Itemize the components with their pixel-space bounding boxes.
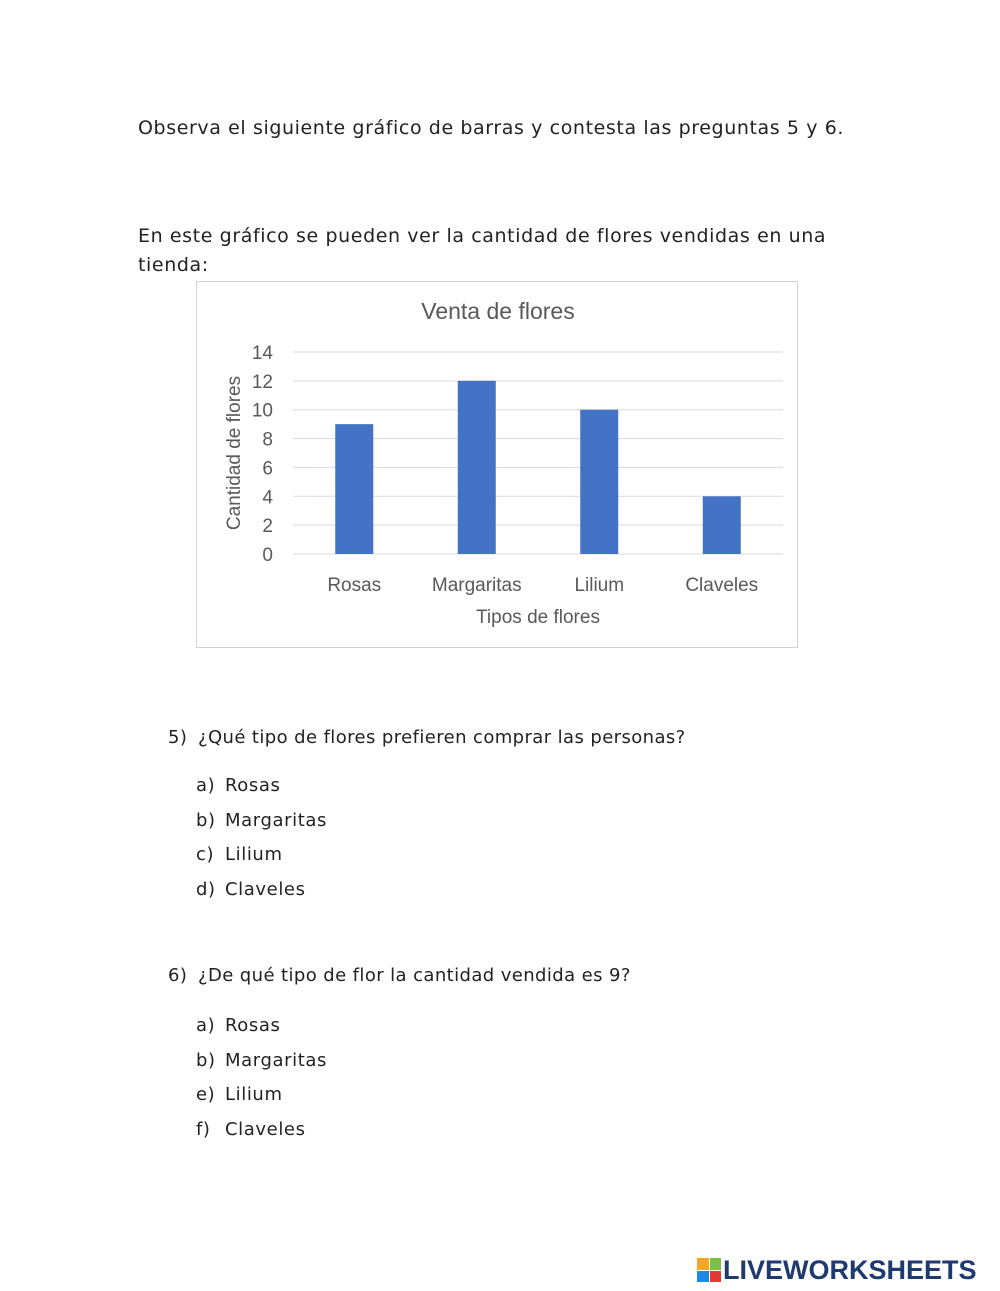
option-letter: a) [196,1015,216,1036]
y-tick-label: 14 [251,343,273,364]
bar-rosas [335,424,373,554]
x-tick-label: Rosas [327,575,382,596]
y-tick-label: 6 [262,458,273,480]
bar-lilium [580,410,618,554]
q6-option-f[interactable] [196,1113,327,1148]
option-letter: b) [196,809,216,831]
option-text: Margaritas [225,1049,327,1071]
y-tick-label: 8 [262,429,273,451]
option-text: Lilium [225,1084,283,1105]
y-tick-label: 10 [251,400,273,422]
x-tick-label: Claveles [685,575,759,596]
intro-text: Observa el siguiente gráfico de barras y contesta las preguntas 5 y 6. [138,117,845,139]
question-6-number: 6) [168,965,188,986]
y-tick-label: 4 [262,487,273,509]
q5-option-d[interactable] [196,873,327,908]
q5-option-c[interactable] [196,838,327,873]
bar-chart [196,281,798,648]
option-text: Claveles [225,878,306,900]
bar-chart-svg [197,282,799,649]
question-5 [168,727,686,748]
option-letter: b) [196,1049,216,1071]
x-tick-label: Margaritas [431,575,522,596]
q6-option-b[interactable] [196,1044,327,1079]
option-text: Rosas [225,1015,281,1036]
liveworksheets-brand[interactable] [697,1255,977,1285]
question-5-options [196,769,327,907]
logo-tile [697,1258,709,1270]
question-6-options [196,1009,327,1147]
question-6 [168,965,631,986]
y-tick-label: 2 [262,516,273,538]
logo-tile [697,1271,709,1283]
option-letter: e) [196,1084,216,1105]
brand-name: LIVEWORKSHEETS [723,1254,977,1285]
question-5-text: ¿Qué tipo de flores prefieren comprar las personas? [198,727,686,748]
option-text: Lilium [225,844,283,865]
x-tick-label: Lilium [574,575,625,596]
chart-title: Venta de flores [421,298,575,324]
x-axis-label: Tipos de flores [476,607,600,628]
y-tick-label: 0 [262,545,273,566]
option-text: Claveles [225,1118,306,1140]
option-text: Rosas [225,775,281,796]
q6-option-a[interactable] [196,1009,327,1044]
y-tick-label: 12 [251,371,273,393]
option-text: Margaritas [225,809,327,831]
question-5-number: 5) [168,727,188,748]
q5-option-a[interactable] [196,769,327,804]
option-letter: a) [196,775,216,796]
option-letter: f) [196,1118,211,1140]
y-axis-label: Cantidad de flores [224,375,245,531]
q6-option-e[interactable] [196,1078,327,1113]
context-text: En este gráfico se pueden ver la cantidad de flores vendidas en una tienda: [138,225,827,276]
question-6-text: ¿De qué tipo de flor la cantidad vendida es 9? [198,965,631,986]
q5-option-b[interactable] [196,804,327,839]
liveworksheets-logo-icon [697,1258,721,1282]
bar-margaritas [458,381,496,554]
bar-claveles [703,496,741,554]
option-letter: d) [196,878,216,900]
logo-tile [710,1271,722,1283]
option-letter: c) [196,844,215,865]
logo-tile [710,1258,722,1270]
